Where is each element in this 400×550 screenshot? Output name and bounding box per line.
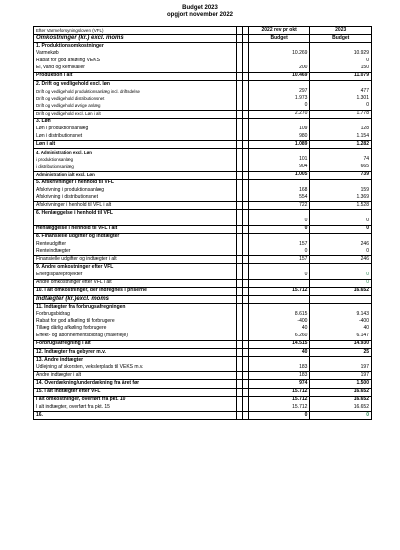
- row-label: Tillæg dårlig afkøling forbrugere: [34, 325, 237, 332]
- value-2023: 246: [310, 241, 372, 248]
- row-label: Løn i produktionsanlæg: [34, 126, 237, 133]
- budget-table: [33, 26, 372, 420]
- row-label: El, vand og kemikalier: [34, 65, 237, 73]
- table-row: [34, 279, 372, 287]
- value-2023: 1.528: [310, 202, 372, 210]
- value-2022: 974: [248, 380, 310, 388]
- row-label: Rabat for god afkøling til forbrugere: [34, 318, 237, 325]
- table-row: [34, 164, 372, 172]
- value-2023: [310, 80, 372, 88]
- value-2022: 0: [248, 102, 310, 110]
- table-row: [34, 325, 372, 332]
- table-row: [34, 404, 372, 412]
- value-2022: [248, 58, 310, 65]
- row-label: Forbrugsbidrag: [34, 311, 237, 318]
- row-label: Andre indtægter i alt: [34, 372, 237, 380]
- row-label: 8. Finansielle udgifter og indtægter: [34, 233, 237, 241]
- row-label: 3. Løn: [34, 118, 237, 126]
- table-row: [34, 43, 372, 51]
- value-2023: [310, 264, 372, 272]
- value-2022: 15.712: [248, 404, 310, 412]
- row-label: 6. Henlæggelse i henhold til VFL: [34, 210, 237, 218]
- row-label: 1. Produktionsomkostninger: [34, 43, 237, 51]
- value-2022: [248, 357, 310, 365]
- row-label: 9. Andre omkostninger efter VFL: [34, 264, 237, 272]
- value-2023: 1.369: [310, 194, 372, 202]
- value-2022: 157: [248, 241, 310, 248]
- value-2022: 200: [248, 65, 310, 73]
- value-2023: 1.282: [310, 141, 372, 149]
- table-row: [34, 348, 372, 356]
- costs-label: Omkostninger (kr.) excl. moms: [34, 35, 237, 43]
- value-2023: 0: [310, 279, 372, 287]
- row-label: Andre omkostninger efter VFL i alt: [34, 279, 237, 287]
- row-label: Effekt- og abonnementsbidrag (målerleje): [34, 333, 237, 341]
- table-row: [34, 412, 372, 420]
- value-2023: 6.147: [310, 333, 372, 341]
- row-label: Finansielle udgifter og indtægter i alt: [34, 256, 237, 264]
- value-2023: 0: [310, 248, 372, 256]
- table-row: [34, 50, 372, 57]
- value-2023: 128: [310, 126, 372, 133]
- table-row: [34, 110, 372, 118]
- value-2023: [310, 210, 372, 218]
- value-2023: 197: [310, 364, 372, 372]
- row-label: Henlæggelse i henhold til VFL i alt: [34, 225, 237, 233]
- value-2023: [310, 118, 372, 126]
- value-2023: 0: [310, 272, 372, 280]
- table-row: [34, 65, 372, 73]
- table-row: [34, 179, 372, 187]
- row-label: Afskrivning i produktionsanlæg: [34, 187, 237, 194]
- table-row: [34, 272, 372, 280]
- row-label: Administration ialt excl. Løn: [34, 171, 237, 179]
- row-label: Afskrivning i distributionsnet: [34, 194, 237, 202]
- table-row: [34, 372, 372, 380]
- table-row: [34, 264, 372, 272]
- value-2022: 1.089: [248, 141, 310, 149]
- row-label: Drift og vedligehold produktionsanlæg incl. driftsdelse: [34, 88, 237, 95]
- value-2022: 10.469: [248, 72, 310, 80]
- value-2022: [248, 279, 310, 287]
- table-row: [34, 388, 372, 396]
- table-row: [34, 210, 372, 218]
- row-label: Udlejning af skorsten, vekslerplads til VEKS m.v.: [34, 364, 237, 372]
- value-2022: 2.270: [248, 110, 310, 118]
- table-row: [34, 396, 372, 404]
- value-2023: 739: [310, 171, 372, 179]
- value-2023: 0: [310, 412, 372, 420]
- value-2022: 8.615: [248, 311, 310, 318]
- value-2023: 197: [310, 372, 372, 380]
- value-2023: [310, 149, 372, 157]
- value-2023: 16.652: [310, 388, 372, 396]
- col-a-top-header: 2022 rev pr okt: [248, 27, 310, 35]
- table-row: [34, 340, 372, 348]
- table-row: [34, 364, 372, 372]
- header-row-costs: [34, 35, 372, 43]
- row-label: I alt indtægter, overført fra pkt. 15: [34, 404, 237, 412]
- row-label: Drift og vedligehold excl. Løn i alt: [34, 110, 237, 118]
- value-2022: 40: [248, 325, 310, 332]
- document-title: Budget 2023: [182, 5, 218, 11]
- value-2022: 10.269: [248, 50, 310, 57]
- value-2022: 0: [248, 272, 310, 280]
- value-2022: [248, 80, 310, 88]
- value-2023: 0: [310, 102, 372, 110]
- value-2023: [310, 179, 372, 187]
- table-row: [34, 171, 372, 179]
- value-2023: 246: [310, 256, 372, 264]
- value-2022: [248, 210, 310, 218]
- value-2023: 25: [310, 348, 372, 356]
- value-2022: 1.005: [248, 171, 310, 179]
- value-2023: 0: [310, 58, 372, 65]
- value-2022: [248, 149, 310, 157]
- value-2022: 168: [248, 187, 310, 194]
- value-2023: 14.930: [310, 340, 372, 348]
- row-label: Energisparеprojekter: [34, 272, 237, 280]
- table-row: [34, 357, 372, 365]
- row-label: 15. I alt indtægter efter VFL: [34, 388, 237, 396]
- value-2023: [310, 304, 372, 312]
- value-2022: 0: [248, 225, 310, 233]
- row-label: 12. Indtægter fra gebyrer m.v.: [34, 348, 237, 356]
- value-2023: 477: [310, 88, 372, 95]
- table-row: [34, 304, 372, 312]
- value-2022: 109: [248, 126, 310, 133]
- value-2023: 40: [310, 325, 372, 332]
- table-row: [34, 102, 372, 110]
- value-2023: 11.079: [310, 72, 372, 80]
- table-row: [34, 88, 372, 95]
- value-2022: 15.712: [248, 287, 310, 295]
- table-row: [34, 118, 372, 126]
- value-2023: 0: [310, 218, 372, 226]
- table-row: [34, 58, 372, 65]
- value-2022: 554: [248, 194, 310, 202]
- row-label: 16.: [34, 412, 237, 420]
- table-row: [34, 248, 372, 256]
- table-row: [34, 72, 372, 80]
- value-2022: 40: [248, 348, 310, 356]
- value-2023: 665: [310, 164, 372, 172]
- value-2022: 15.712: [248, 388, 310, 396]
- value-2023: 74: [310, 156, 372, 163]
- value-2022: [248, 179, 310, 187]
- value-2022: 1.973: [248, 95, 310, 102]
- value-2022: [248, 304, 310, 312]
- table-row: [34, 233, 372, 241]
- value-2022: 15.712: [248, 396, 310, 404]
- table-row: [34, 287, 372, 295]
- row-label: 5. Afskrivninger i henhold til VFL: [34, 179, 237, 187]
- row-label: 13. Andre indtægter: [34, 357, 237, 365]
- value-2023: 16.652: [310, 404, 372, 412]
- value-2022: 183: [248, 364, 310, 372]
- row-label: 14. Overdækning/underdækning fra året før: [34, 380, 237, 388]
- table-row: [34, 80, 372, 88]
- row-label: 10. I alt omkostninger, der indregnes i priserne: [34, 287, 237, 295]
- table-row: [34, 133, 372, 141]
- table-row: [34, 256, 372, 264]
- col-b-sub-header: Budget: [310, 35, 372, 43]
- value-2022: 0: [248, 218, 310, 226]
- law-label: Efter Varmeforsyningsloven (VFL): [34, 27, 237, 35]
- value-2023: 1.778: [310, 110, 372, 118]
- value-2023: [310, 233, 372, 241]
- income-label: Indtægter (kr.)excl. moms: [34, 295, 237, 303]
- value-2022: 14.515: [248, 340, 310, 348]
- value-2022: [248, 43, 310, 51]
- table-row: [34, 149, 372, 157]
- row-label: 4. Administration excl. Løn: [34, 149, 237, 157]
- value-2022: [248, 264, 310, 272]
- table-row: [34, 333, 372, 341]
- value-2023: [310, 43, 372, 51]
- row-label: [34, 218, 237, 226]
- value-2022: 722: [248, 202, 310, 210]
- table-row: [34, 311, 372, 318]
- row-label: Løn i distributionsnet: [34, 133, 237, 141]
- table-row: [34, 380, 372, 388]
- table-row: [34, 156, 372, 163]
- value-2023: 0: [310, 225, 372, 233]
- table-row: [34, 95, 372, 102]
- value-2022: [248, 233, 310, 241]
- row-label: Løn i alt: [34, 141, 237, 149]
- value-2023: 1.500: [310, 380, 372, 388]
- row-label: Drift og vedligehold øvrige anlæg: [34, 102, 237, 110]
- value-2023: 16.652: [310, 287, 372, 295]
- value-2023: 10.929: [310, 50, 372, 57]
- value-2023: [310, 357, 372, 365]
- value-2022: 183: [248, 372, 310, 380]
- row-label: Renteudgifter: [34, 241, 237, 248]
- table-row: [34, 218, 372, 226]
- col-b-top-header: 2023: [310, 27, 372, 35]
- header-row-law: [34, 27, 372, 35]
- row-label: Forbrugsafregning i alt: [34, 340, 237, 348]
- row-label: Rabat for god afkøling VEKS: [34, 58, 237, 65]
- table-row: [34, 202, 372, 210]
- table-row: [34, 187, 372, 194]
- table-row: [34, 225, 372, 233]
- row-label: Renteindtægter: [34, 248, 237, 256]
- row-label: I alt omkostninger, overført fra pkt. 10: [34, 396, 237, 404]
- table-row: [34, 194, 372, 202]
- value-2022: [248, 118, 310, 126]
- table-row: [34, 141, 372, 149]
- value-2022: 980: [248, 133, 310, 141]
- row-label: 2. Drift og vedligehold excl. løn: [34, 80, 237, 88]
- value-2022: 0: [248, 412, 310, 420]
- row-label: 11. Indtægter fra forbrugsafregningen: [34, 304, 237, 312]
- value-2022: 297: [248, 88, 310, 95]
- table-row: [34, 126, 372, 133]
- row-label: Afskrivninger i henhold til VFL i alt: [34, 202, 237, 210]
- value-2022: 6.260: [248, 333, 310, 341]
- table-row: [34, 318, 372, 325]
- document-subtitle: opgjort november 2022: [166, 12, 234, 18]
- value-2022: 0: [248, 248, 310, 256]
- row-label: i produktionsanlæg: [34, 156, 237, 163]
- value-2023: 1.301: [310, 95, 372, 102]
- value-2022: 101: [248, 156, 310, 163]
- value-2023: 1.154: [310, 133, 372, 141]
- table-row: [34, 241, 372, 248]
- value-2023: 150: [310, 65, 372, 73]
- value-2022: -400: [248, 318, 310, 325]
- header-row-income: [34, 295, 372, 303]
- row-label: i distributionsanlæg: [34, 164, 237, 172]
- value-2022: 157: [248, 256, 310, 264]
- row-label: Drift og vedligehold distributionsnet: [34, 95, 237, 102]
- value-2023: 16.652: [310, 396, 372, 404]
- value-2023: 9.143: [310, 311, 372, 318]
- row-label: Varmekøb: [34, 50, 237, 57]
- value-2023: -400: [310, 318, 372, 325]
- value-2023: 159: [310, 187, 372, 194]
- value-2022: 904: [248, 164, 310, 172]
- col-a-sub-header: Budget: [248, 35, 310, 43]
- row-label: Produktion i alt: [34, 72, 237, 80]
